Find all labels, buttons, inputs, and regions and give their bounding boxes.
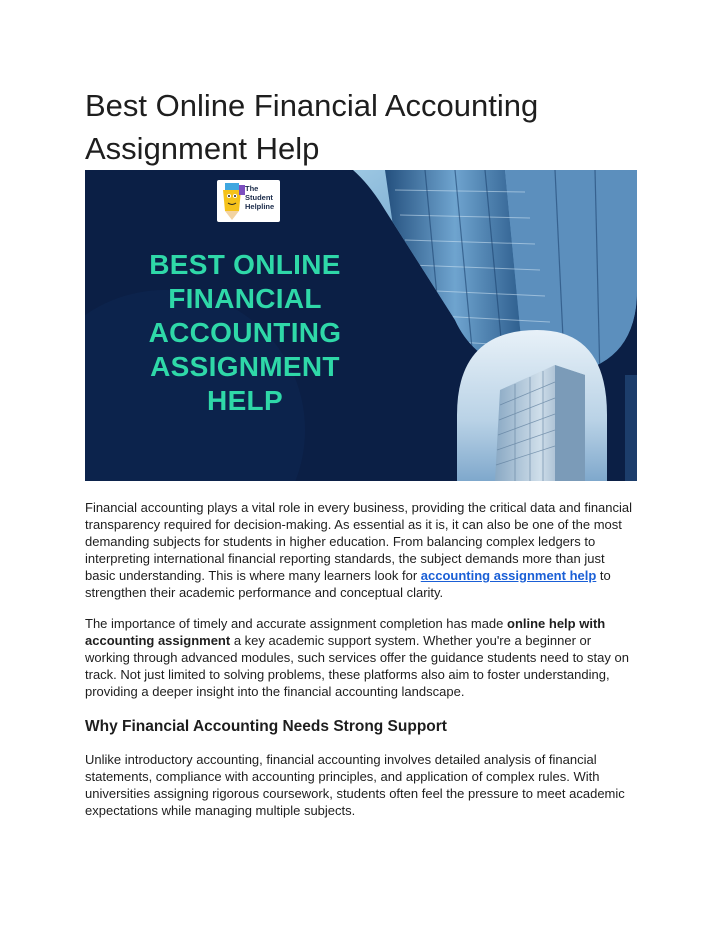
intro-text: Financial accounting plays a vital role in every business, providing the critical data and financial transparency required for decision-making. As essential as it is, it can also be one of the most demanding subjects for students in higher education. From balancing complex ledgers to interpreting international financial reporting standards, the subject demands more than just basic understanding. This is where many learners look for bbox=[85, 500, 633, 583]
page-title bbox=[85, 84, 637, 170]
accounting-assignment-help-link[interactable]: accounting assignment help bbox=[420, 568, 597, 583]
section-heading: Why Financial Accounting Needs Strong Support bbox=[85, 718, 447, 735]
importance-text-end: a key academic support system. Whether you're a beginner or working through advanced modules, such services offer the guidance students need to stay on track. Not just limited to solving problems, these platforms also aim to foster understanding, providing a deeper insight into the financial accounting landscape. bbox=[85, 633, 629, 699]
hero-headline-line-4: ASSIGNMENT bbox=[150, 351, 340, 382]
hero-image bbox=[85, 170, 637, 481]
intro-paragraph bbox=[85, 499, 637, 601]
pencil-mascot-icon bbox=[219, 181, 247, 221]
importance-bold-phrase: online help with accounting assignment bbox=[85, 616, 606, 648]
importance-paragraph bbox=[85, 615, 637, 700]
logo-line-2: Student bbox=[245, 193, 273, 202]
hero-headline-line-2: FINANCIAL bbox=[168, 283, 322, 314]
hero-headline-line-3: ACCOUNTING bbox=[148, 317, 342, 348]
hero-headline-line-5: HELP bbox=[207, 385, 283, 416]
importance-text: The importance of timely and accurate assignment completion has made bbox=[85, 616, 507, 631]
brand-logo bbox=[217, 180, 280, 222]
intro-text-end: to strengthen their academic performance and conceptual clarity. bbox=[85, 568, 611, 600]
hero-headline bbox=[125, 248, 365, 418]
logo-text bbox=[245, 184, 279, 211]
logo-line-3: Helpline bbox=[245, 202, 275, 211]
logo-line-1: The bbox=[245, 184, 259, 193]
hero-headline-line-1: BEST ONLINE bbox=[149, 249, 341, 280]
title-line-1: Best Online Financial Accounting bbox=[85, 88, 539, 123]
title-line-2: Assignment Help bbox=[85, 131, 320, 166]
section-paragraph: Unlike introductory accounting, financial accounting involves detailed analysis of financial statements, compliance with accounting principles, and application of complex rules. With universities assigning rigorous coursework, students often feel the pressure to meet academic expectations while managing multiple subjects. bbox=[85, 752, 625, 818]
